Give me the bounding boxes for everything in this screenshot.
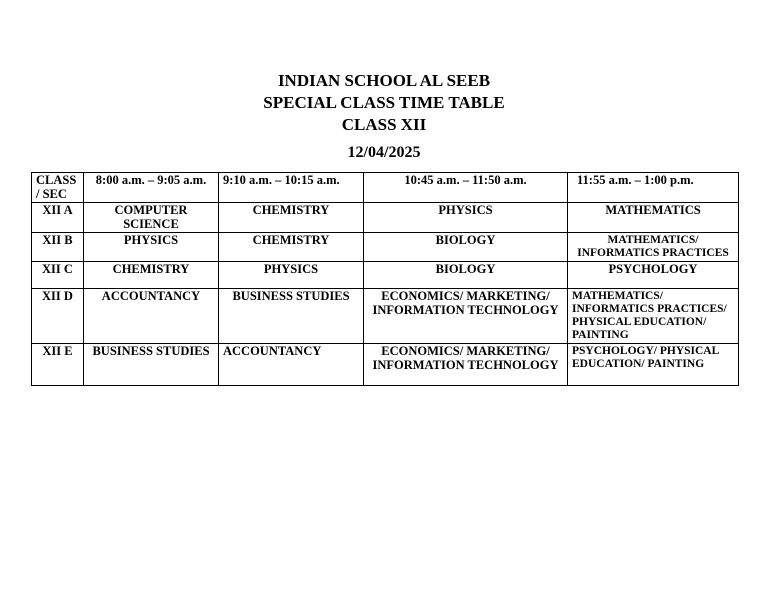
period-cell: ACCOUNTANCY [84, 289, 219, 344]
school-name: INDIAN SCHOOL AL SEEB [277, 71, 491, 90]
table-row [32, 344, 739, 386]
period-cell: CHEMISTRY [219, 233, 364, 262]
period-cell: PHYSICS [364, 203, 568, 233]
section-cell: XII E [32, 344, 84, 386]
period-cell: PSYCHOLOGY/ PHYSICAL EDUCATION/ PAINTING [568, 344, 739, 386]
period-cell: ECONOMICS/ MARKETING/ INFORMATION TECHNOLOGY [364, 344, 568, 386]
section-cell: XII D [32, 289, 84, 344]
period-cell: PHYSICS [84, 233, 219, 262]
period-cell: CHEMISTRY [219, 203, 364, 233]
section-cell: XII B [32, 233, 84, 262]
period-cell: PSYCHOLOGY [568, 262, 739, 289]
table-header-row [32, 173, 739, 203]
header-cell: 11:55 a.m. – 1:00 p.m. [568, 173, 739, 203]
document-title: SPECIAL CLASS TIME TABLE [263, 93, 505, 112]
period-cell: COMPUTER SCIENCE [84, 203, 219, 233]
period-cell: ACCOUNTANCY [219, 344, 364, 386]
period-cell: MATHEMATICS/ INFORMATICS PRACTICES [568, 233, 739, 262]
section-cell: XII A [32, 203, 84, 233]
timetable [31, 172, 739, 386]
period-cell: BUSINESS STUDIES [219, 289, 364, 344]
period-cell: MATHEMATICS/ INFORMATICS PRACTICES/ PHYSICAL EDUCATION/ PAINTING [568, 289, 739, 344]
header-cell: 10:45 a.m. – 11:50 a.m. [364, 173, 568, 203]
table-row [32, 203, 739, 233]
period-cell: MATHEMATICS [568, 203, 739, 233]
period-cell: PHYSICS [219, 262, 364, 289]
table-row [32, 233, 739, 262]
table-row [32, 289, 739, 344]
section-cell: XII C [32, 262, 84, 289]
date-label: 12/04/2025 [347, 144, 421, 161]
period-cell: BUSINESS STUDIES [84, 344, 219, 386]
document-header [0, 70, 768, 136]
header-cell: CLASS / SEC [32, 173, 84, 203]
header-cell: 8:00 a.m. – 9:05 a.m. [84, 173, 219, 203]
period-cell: ECONOMICS/ MARKETING/ INFORMATION TECHNOLOGY [364, 289, 568, 344]
header-cell: 9:10 a.m. – 10:15 a.m. [219, 173, 364, 203]
period-cell: CHEMISTRY [84, 262, 219, 289]
table-row [32, 262, 739, 289]
period-cell: BIOLOGY [364, 233, 568, 262]
period-cell: BIOLOGY [364, 262, 568, 289]
class-label: CLASS XII [341, 115, 427, 134]
